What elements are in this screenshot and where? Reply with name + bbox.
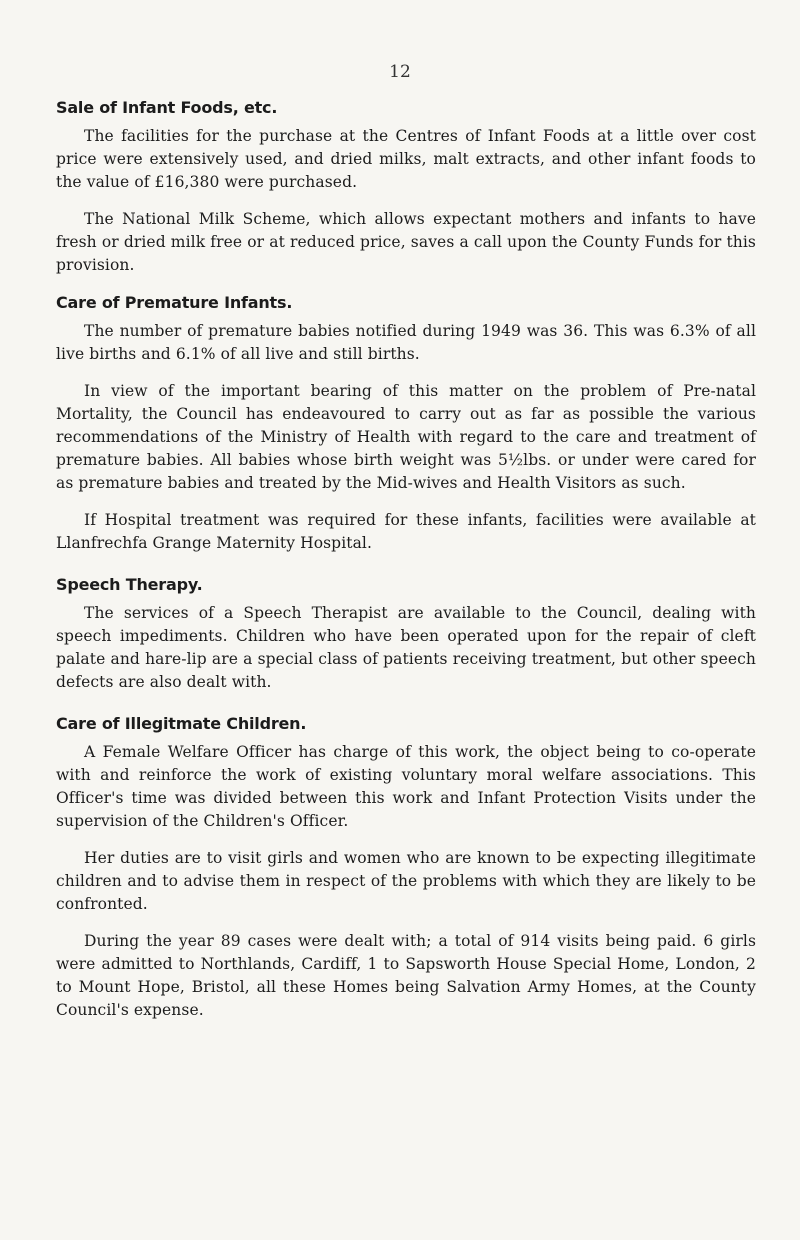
- paragraph: The number of premature babies notified during 1949 was 36. This was 6.3% of all live births and 6.1% of all live and still births.: [56, 322, 756, 363]
- section-heading: Care of Premature Infants.: [56, 293, 293, 312]
- paragraph: A Female Welfare Officer has charge of this work, the object being to co-operate with and reinforce the work of existing voluntary moral welfare associations. This Officer's time was divided between this work and Infant Protection Visits under the supervision of the Children's Officer.: [56, 743, 756, 830]
- section-heading: Speech Therapy.: [56, 575, 203, 594]
- section-care-of-illegitimate-children: [56, 714, 756, 1022]
- paragraph: During the year 89 cases were dealt with; a total of 914 visits being paid. 6 girls were admitted to Northlands, Cardiff, 1 to Sapsworth House Special Home, London, 2 to Mount Hope, Bristol, all these Homes being Salvation Army Homes, at the County Council's expense.: [56, 932, 756, 1019]
- paragraph: If Hospital treatment was required for these infants, facilities were available at Llanfrechfa Grange Maternity Hospital.: [56, 511, 756, 552]
- section-heading: Care of Illegitmate Children.: [56, 714, 307, 733]
- paragraph: In view of the important bearing of this matter on the problem of Pre-natal Mortality, the Council has endeavoured to carry out as far as possible the various recommendations of the Ministry of Health with regard to the care and treatment of premature babies. All babies whose birth weight was 5½lbs. or under were cared for as premature babies and treated by the Mid-wives and Health Visitors as such.: [56, 382, 756, 492]
- section-sale-of-infant-foods: [56, 98, 756, 277]
- paragraph: Her duties are to visit girls and women who are known to be expecting illegitimate children and to advise them in respect of the problems with which they are likely to be confronted.: [56, 849, 756, 913]
- section-care-of-premature-infants: [56, 293, 756, 555]
- section-speech-therapy: [56, 575, 756, 694]
- section-heading: Sale of Infant Foods, etc.: [56, 98, 278, 117]
- paragraph: The services of a Speech Therapist are available to the Council, dealing with speech impediments. Children who have been operated upon for the repair of cleft palate and hare-lip are a special class of patients receiving treatment, but other speech defects are also dealt with.: [56, 604, 756, 691]
- document-body: [56, 98, 756, 1042]
- page-number: 12: [389, 62, 411, 82]
- paragraph: The National Milk Scheme, which allows expectant mothers and infants to have fresh or dried milk free or at reduced price, saves a call upon the County Funds for this provision.: [56, 210, 756, 274]
- paragraph: The facilities for the purchase at the Centres of Infant Foods at a little over cost price were extensively used, and dried milks, malt extracts, and other infant foods to the value of £16,380 were purchased.: [56, 127, 756, 191]
